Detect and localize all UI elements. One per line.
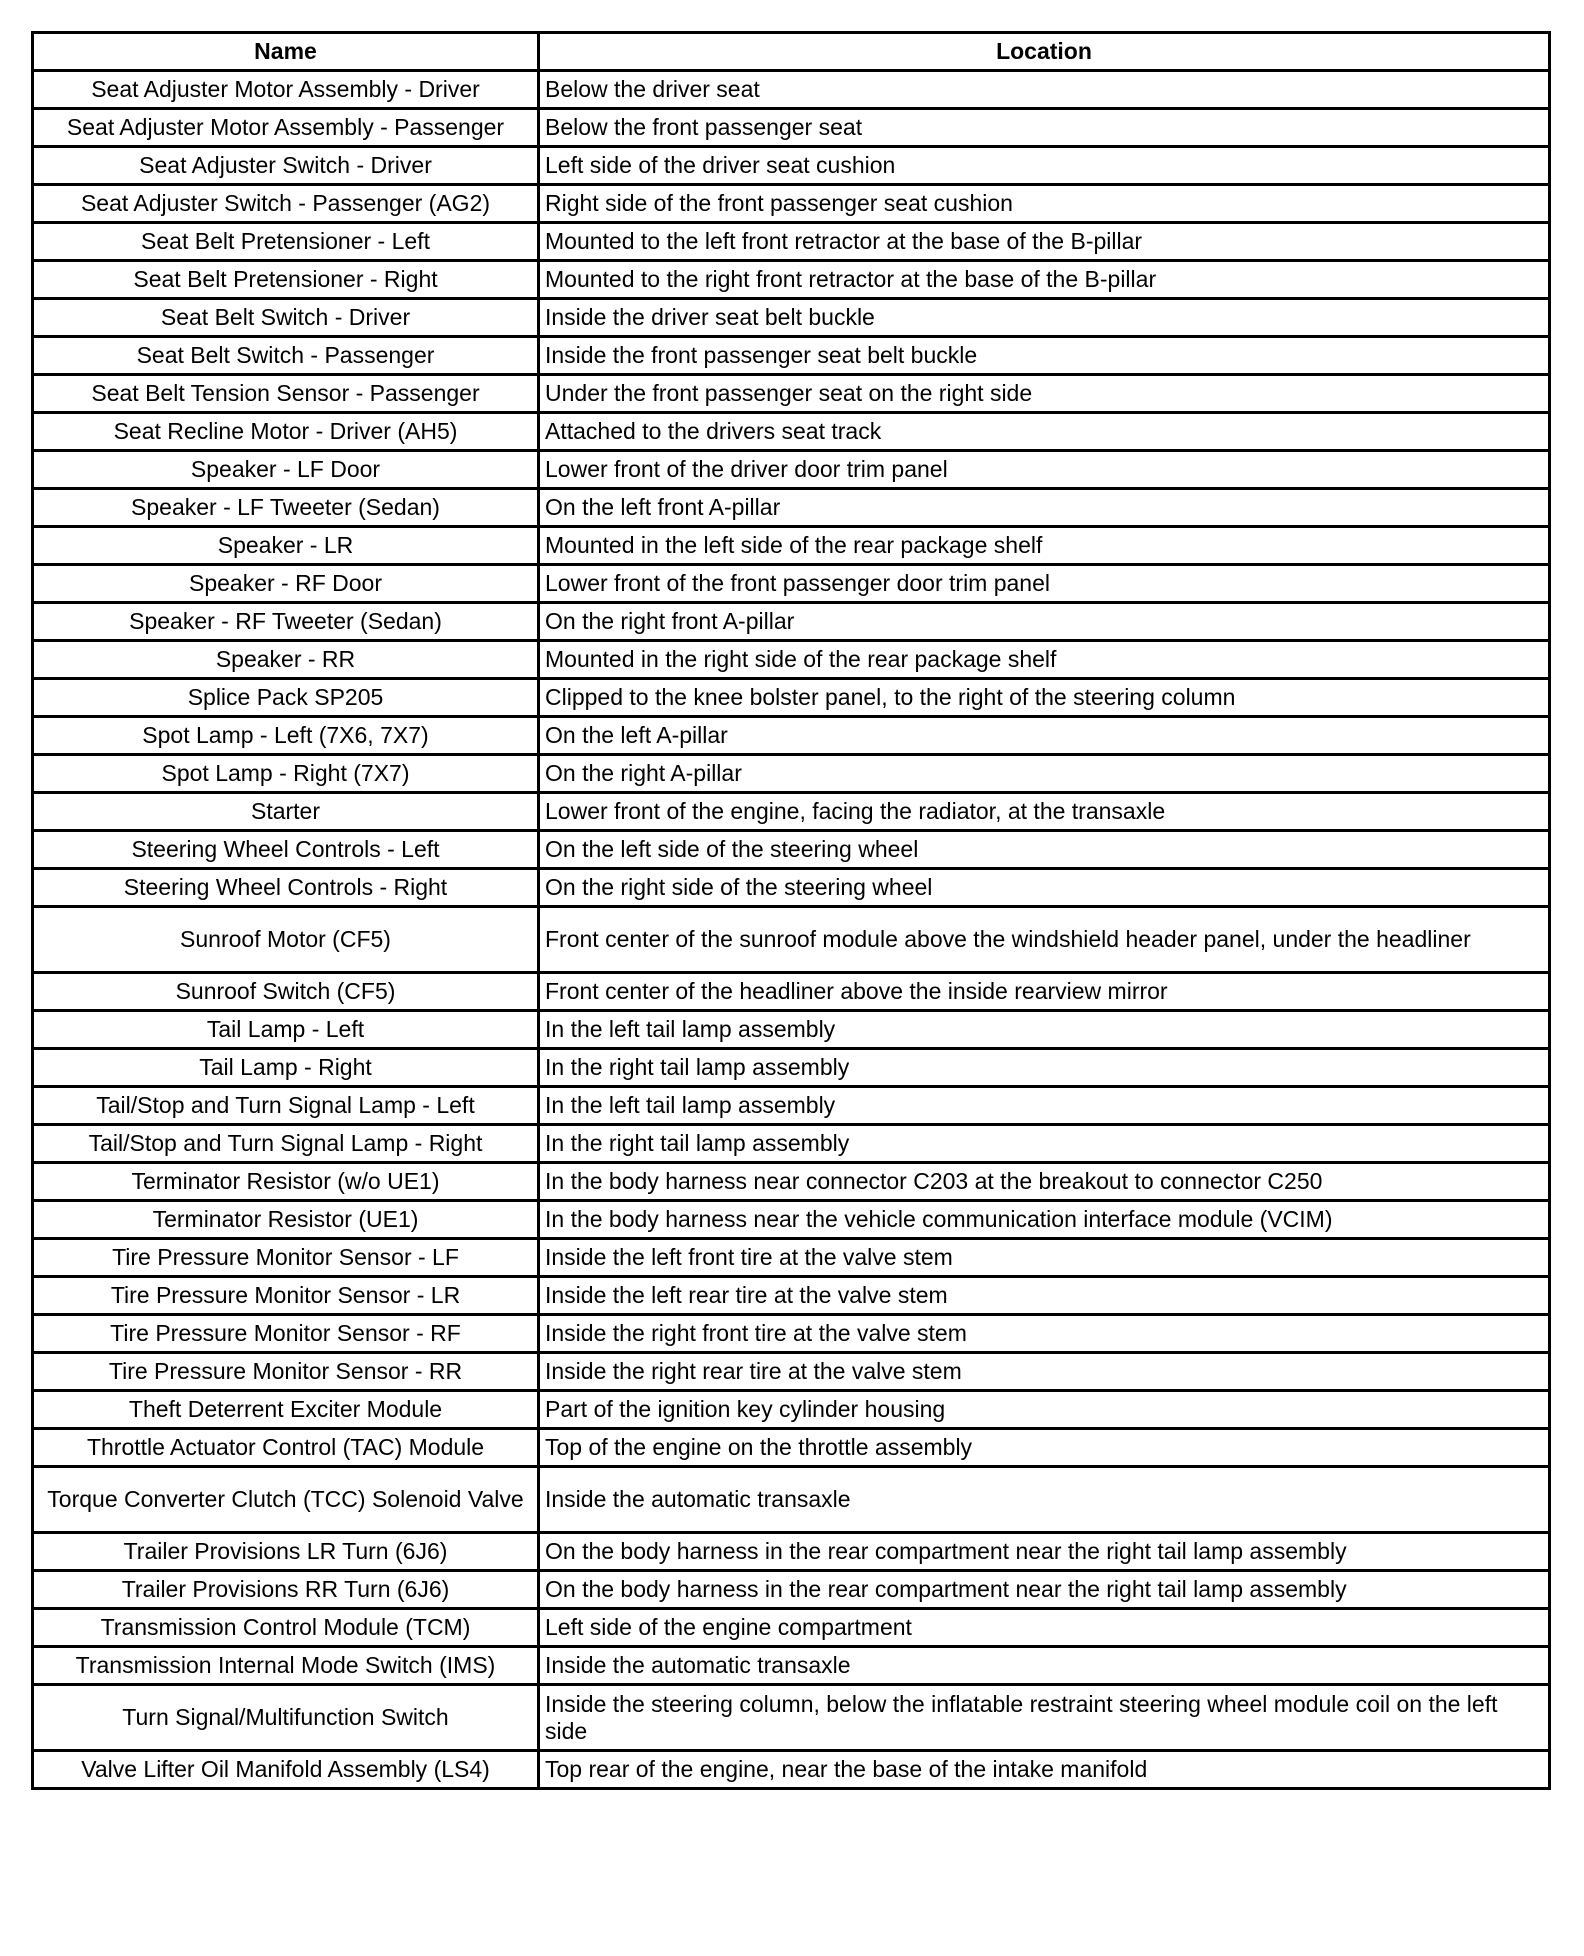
table-row <box>33 337 1550 375</box>
component-name-cell: Theft Deterrent Exciter Module <box>33 1391 539 1429</box>
table-row <box>33 1163 1550 1201</box>
component-name-cell: Steering Wheel Controls - Left <box>33 831 539 869</box>
component-name-cell: Tire Pressure Monitor Sensor - RR <box>33 1353 539 1391</box>
component-location-cell: Lower front of the engine, facing the radiator, at the transaxle <box>539 793 1550 831</box>
component-location-cell: Under the front passenger seat on the right side <box>539 375 1550 413</box>
component-location-cell: Top rear of the engine, near the base of the intake manifold <box>539 1751 1550 1789</box>
component-name-cell: Tail Lamp - Right <box>33 1049 539 1087</box>
component-name-cell: Sunroof Motor (CF5) <box>33 907 539 973</box>
table-header-row <box>33 33 1550 71</box>
component-location-cell: On the right side of the steering wheel <box>539 869 1550 907</box>
table-row <box>33 565 1550 603</box>
component-location-cell: Part of the ignition key cylinder housing <box>539 1391 1550 1429</box>
table-row <box>33 1429 1550 1467</box>
component-name-cell: Valve Lifter Oil Manifold Assembly (LS4) <box>33 1751 539 1789</box>
component-location-cell: In the body harness near connector C203 at the breakout to connector C250 <box>539 1163 1550 1201</box>
table-row <box>33 793 1550 831</box>
component-name-cell: Splice Pack SP205 <box>33 679 539 717</box>
table-row <box>33 973 1550 1011</box>
component-location-cell: Inside the right rear tire at the valve stem <box>539 1353 1550 1391</box>
component-name-cell: Tire Pressure Monitor Sensor - RF <box>33 1315 539 1353</box>
table-row <box>33 1609 1550 1647</box>
component-location-cell: On the right front A-pillar <box>539 603 1550 641</box>
component-location-cell: Front center of the sunroof module above the windshield header panel, under the headliner <box>539 907 1550 973</box>
component-location-cell: In the left tail lamp assembly <box>539 1087 1550 1125</box>
component-location-cell: Inside the driver seat belt buckle <box>539 299 1550 337</box>
table-row <box>33 451 1550 489</box>
table-row <box>33 717 1550 755</box>
component-location-cell: Inside the left rear tire at the valve stem <box>539 1277 1550 1315</box>
component-location-cell: Top of the engine on the throttle assembly <box>539 1429 1550 1467</box>
table-row <box>33 413 1550 451</box>
component-name-cell: Tail Lamp - Left <box>33 1011 539 1049</box>
component-name-cell: Tail/Stop and Turn Signal Lamp - Left <box>33 1087 539 1125</box>
component-location-cell: In the right tail lamp assembly <box>539 1049 1550 1087</box>
table-row <box>33 1277 1550 1315</box>
component-name-cell: Seat Belt Pretensioner - Right <box>33 261 539 299</box>
table-row <box>33 831 1550 869</box>
component-name-cell: Seat Adjuster Switch - Passenger (AG2) <box>33 185 539 223</box>
table-row <box>33 869 1550 907</box>
component-location-cell: Lower front of the driver door trim panel <box>539 451 1550 489</box>
table-row <box>33 1533 1550 1571</box>
component-name-cell: Transmission Internal Mode Switch (IMS) <box>33 1647 539 1685</box>
component-name-cell: Seat Recline Motor - Driver (AH5) <box>33 413 539 451</box>
component-name-cell: Trailer Provisions LR Turn (6J6) <box>33 1533 539 1571</box>
table-row <box>33 1011 1550 1049</box>
component-name-cell: Transmission Control Module (TCM) <box>33 1609 539 1647</box>
component-location-cell: Mounted in the right side of the rear package shelf <box>539 641 1550 679</box>
table-row <box>33 1049 1550 1087</box>
component-name-cell: Torque Converter Clutch (TCC) Solenoid Valve <box>33 1467 539 1533</box>
component-name-cell: Seat Belt Switch - Driver <box>33 299 539 337</box>
component-location-cell: Mounted to the left front retractor at the base of the B-pillar <box>539 223 1550 261</box>
component-name-cell: Speaker - RR <box>33 641 539 679</box>
component-location-cell: On the left front A-pillar <box>539 489 1550 527</box>
component-location-cell: Mounted to the right front retractor at the base of the B-pillar <box>539 261 1550 299</box>
component-name-cell: Seat Belt Pretensioner - Left <box>33 223 539 261</box>
table-row <box>33 641 1550 679</box>
table-row <box>33 1201 1550 1239</box>
component-location-cell: On the left A-pillar <box>539 717 1550 755</box>
table-body <box>33 71 1550 1789</box>
component-location-cell: Inside the steering column, below the inflatable restraint steering wheel module coil on the left side <box>539 1685 1550 1751</box>
component-name-cell: Spot Lamp - Right (7X7) <box>33 755 539 793</box>
component-location-table <box>31 31 1551 1790</box>
component-location-cell: Inside the automatic transaxle <box>539 1467 1550 1533</box>
component-name-cell: Steering Wheel Controls - Right <box>33 869 539 907</box>
table-row <box>33 375 1550 413</box>
table-row <box>33 1467 1550 1533</box>
table-row <box>33 679 1550 717</box>
table-row <box>33 1353 1550 1391</box>
table-row <box>33 907 1550 973</box>
component-name-cell: Seat Adjuster Motor Assembly - Passenger <box>33 109 539 147</box>
table-row <box>33 147 1550 185</box>
component-location-cell: On the body harness in the rear compartment near the right tail lamp assembly <box>539 1571 1550 1609</box>
component-name-cell: Throttle Actuator Control (TAC) Module <box>33 1429 539 1467</box>
table-row <box>33 109 1550 147</box>
component-name-cell: Speaker - LF Tweeter (Sedan) <box>33 489 539 527</box>
component-location-cell: Inside the left front tire at the valve stem <box>539 1239 1550 1277</box>
table-row <box>33 1685 1550 1751</box>
table-row <box>33 527 1550 565</box>
component-location-cell: Inside the right front tire at the valve stem <box>539 1315 1550 1353</box>
component-location-cell: On the body harness in the rear compartment near the right tail lamp assembly <box>539 1533 1550 1571</box>
component-location-cell: Inside the front passenger seat belt buckle <box>539 337 1550 375</box>
component-name-cell: Terminator Resistor (w/o UE1) <box>33 1163 539 1201</box>
table-row <box>33 489 1550 527</box>
component-location-cell: On the right A-pillar <box>539 755 1550 793</box>
component-name-cell: Seat Belt Switch - Passenger <box>33 337 539 375</box>
component-location-cell: Front center of the headliner above the inside rearview mirror <box>539 973 1550 1011</box>
component-location-cell: Mounted in the left side of the rear package shelf <box>539 527 1550 565</box>
table-row <box>33 71 1550 109</box>
component-location-cell: In the body harness near the vehicle communication interface module (VCIM) <box>539 1201 1550 1239</box>
column-header-location: Location <box>539 33 1550 71</box>
component-name-cell: Turn Signal/Multifunction Switch <box>33 1685 539 1751</box>
component-location-cell: Attached to the drivers seat track <box>539 413 1550 451</box>
component-location-cell: Below the driver seat <box>539 71 1550 109</box>
component-location-cell: In the left tail lamp assembly <box>539 1011 1550 1049</box>
column-header-name: Name <box>33 33 539 71</box>
table-row <box>33 261 1550 299</box>
component-name-cell: Starter <box>33 793 539 831</box>
table-row <box>33 1087 1550 1125</box>
component-location-cell: Clipped to the knee bolster panel, to the right of the steering column <box>539 679 1550 717</box>
table-row <box>33 1751 1550 1789</box>
table-row <box>33 1239 1550 1277</box>
component-name-cell: Speaker - RF Door <box>33 565 539 603</box>
component-name-cell: Seat Adjuster Motor Assembly - Driver <box>33 71 539 109</box>
component-name-cell: Tire Pressure Monitor Sensor - LR <box>33 1277 539 1315</box>
component-location-cell: Left side of the driver seat cushion <box>539 147 1550 185</box>
component-location-cell: Left side of the engine compartment <box>539 1609 1550 1647</box>
table-row <box>33 1571 1550 1609</box>
component-name-cell: Terminator Resistor (UE1) <box>33 1201 539 1239</box>
table-row <box>33 185 1550 223</box>
table-row <box>33 603 1550 641</box>
component-name-cell: Tire Pressure Monitor Sensor - LF <box>33 1239 539 1277</box>
component-name-cell: Seat Adjuster Switch - Driver <box>33 147 539 185</box>
component-name-cell: Speaker - RF Tweeter (Sedan) <box>33 603 539 641</box>
table-row <box>33 299 1550 337</box>
component-name-cell: Speaker - LR <box>33 527 539 565</box>
component-name-cell: Sunroof Switch (CF5) <box>33 973 539 1011</box>
table-row <box>33 755 1550 793</box>
component-name-cell: Speaker - LF Door <box>33 451 539 489</box>
component-name-cell: Tail/Stop and Turn Signal Lamp - Right <box>33 1125 539 1163</box>
component-location-cell: Lower front of the front passenger door trim panel <box>539 565 1550 603</box>
component-location-cell: In the right tail lamp assembly <box>539 1125 1550 1163</box>
table-row <box>33 223 1550 261</box>
table-row <box>33 1125 1550 1163</box>
component-location-cell: Inside the automatic transaxle <box>539 1647 1550 1685</box>
component-name-cell: Spot Lamp - Left (7X6, 7X7) <box>33 717 539 755</box>
table-row <box>33 1647 1550 1685</box>
component-name-cell: Seat Belt Tension Sensor - Passenger <box>33 375 539 413</box>
component-location-cell: On the left side of the steering wheel <box>539 831 1550 869</box>
component-location-cell: Below the front passenger seat <box>539 109 1550 147</box>
component-name-cell: Trailer Provisions RR Turn (6J6) <box>33 1571 539 1609</box>
component-location-table-container <box>31 31 1548 1790</box>
component-location-cell: Right side of the front passenger seat cushion <box>539 185 1550 223</box>
table-row <box>33 1315 1550 1353</box>
table-row <box>33 1391 1550 1429</box>
